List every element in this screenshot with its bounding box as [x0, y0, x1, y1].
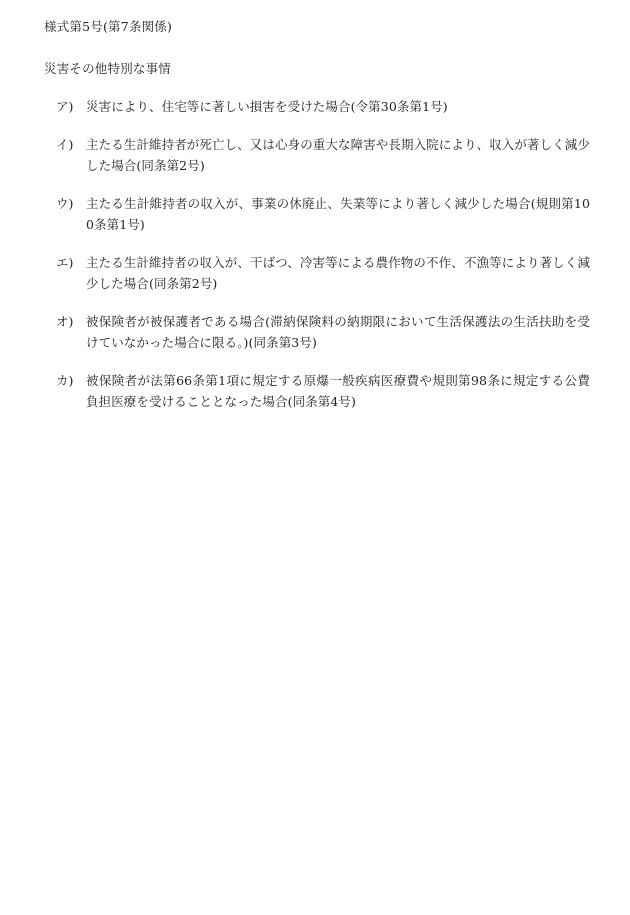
item-text: 災害により、住宅等に著しい損害を受けた場合(令第30条第1号) [86, 99, 448, 114]
item-text: 被保険者が法第66条第1項に規定する原爆一般疾病医療費や規則第98条に規定する公費負担医療を受けることとなった場合(同条第4号) [86, 373, 590, 409]
list-item [44, 96, 590, 117]
item-mark: イ) [56, 137, 74, 152]
item-text: 主たる生計維持者が死亡し、又は心身の重大な障害や長期入院により、収入が著しく減少した場合(同条第2号) [86, 137, 591, 173]
item-mark: エ) [56, 255, 74, 270]
list-item [44, 311, 590, 353]
item-mark: カ) [56, 373, 74, 388]
section-title: 災害その他特別な事情 [44, 61, 172, 76]
item-text: 主たる生計維持者の収入が、干ばつ、冷害等による農作物の不作、不漁等により著しく減少した場合(同条第2号) [86, 255, 590, 291]
conditions-list [44, 96, 590, 412]
form-number-label: 様式第5号(第7条関係) [44, 19, 173, 34]
list-item [44, 134, 590, 176]
item-text: 主たる生計維持者の収入が、事業の休廃止、失業等により著しく減少した場合(規則第100条第1号) [86, 196, 590, 232]
item-text: 被保険者が被保護者である場合(滞納保険料の納期限において生活保護法の生活扶助を受けていなかった場合に限る。)(同条第3号) [86, 314, 590, 350]
list-item [44, 193, 590, 235]
item-mark: ウ) [56, 196, 74, 211]
list-item [44, 252, 590, 294]
item-mark: オ) [56, 314, 74, 329]
item-mark: ア) [56, 99, 74, 114]
list-item [44, 370, 590, 412]
